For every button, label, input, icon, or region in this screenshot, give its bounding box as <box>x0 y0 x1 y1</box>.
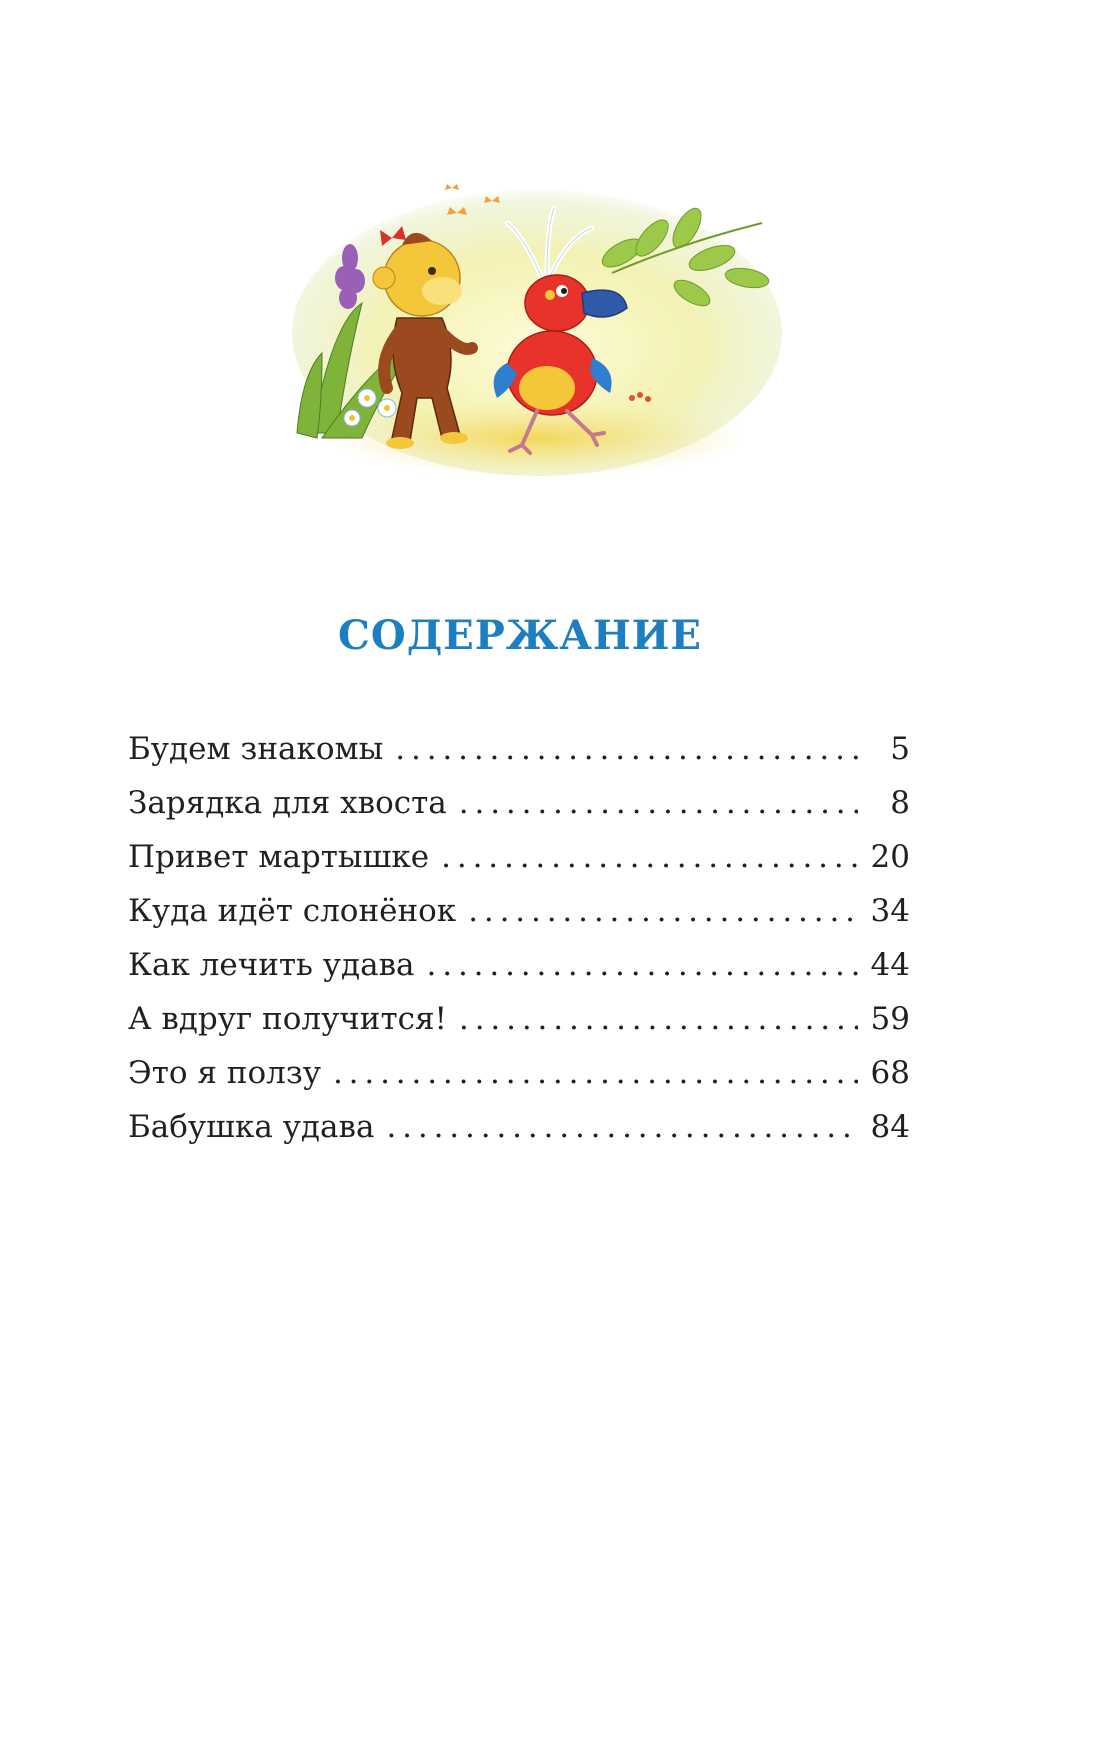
toc-entry[interactable] <box>128 884 910 938</box>
table-of-contents <box>128 722 910 1154</box>
toc-entry[interactable] <box>128 938 910 992</box>
dot-leader <box>441 830 858 884</box>
toc-entry-page: 59 <box>870 1001 910 1037</box>
toc-entry[interactable] <box>128 1046 910 1100</box>
dot-leader <box>395 722 858 776</box>
toc-entry-title: Куда идёт слонёнок <box>128 893 457 929</box>
toc-entry-page: 68 <box>870 1055 910 1091</box>
toc-entry[interactable] <box>128 992 910 1046</box>
toc-entry-title: Будем знакомы <box>128 731 384 767</box>
toc-entry-title: Это я ползу <box>128 1055 321 1091</box>
toc-entry-title: Привет мартышке <box>128 839 430 875</box>
dot-leader <box>333 1046 858 1100</box>
toc-entry[interactable] <box>128 830 910 884</box>
toc-entry-page: 44 <box>870 947 910 983</box>
toc-entry-title: Зарядка для хвоста <box>128 785 447 821</box>
dot-leader <box>459 776 858 830</box>
toc-title: СОДЕРЖАНИЕ <box>338 612 702 659</box>
toc-entry-page: 34 <box>870 893 910 929</box>
toc-entry-page: 20 <box>870 839 910 875</box>
dot-leader <box>459 992 858 1046</box>
toc-entry-title: А вдруг получится! <box>128 1001 447 1037</box>
toc-entry-page: 84 <box>870 1109 910 1145</box>
toc-entry-page: 8 <box>890 785 910 821</box>
toc-entry[interactable] <box>128 1100 910 1154</box>
toc-entry[interactable] <box>128 722 910 776</box>
dot-leader <box>468 884 858 938</box>
dot-leader <box>427 938 858 992</box>
dot-leader <box>386 1100 858 1154</box>
toc-entry-title: Как лечить удава <box>128 947 415 983</box>
toc-entry[interactable] <box>128 776 910 830</box>
toc-entry-page: 5 <box>890 731 910 767</box>
toc-entry-title: Бабушка удава <box>128 1109 375 1145</box>
illustration-monkey-and-parrot <box>292 183 782 476</box>
